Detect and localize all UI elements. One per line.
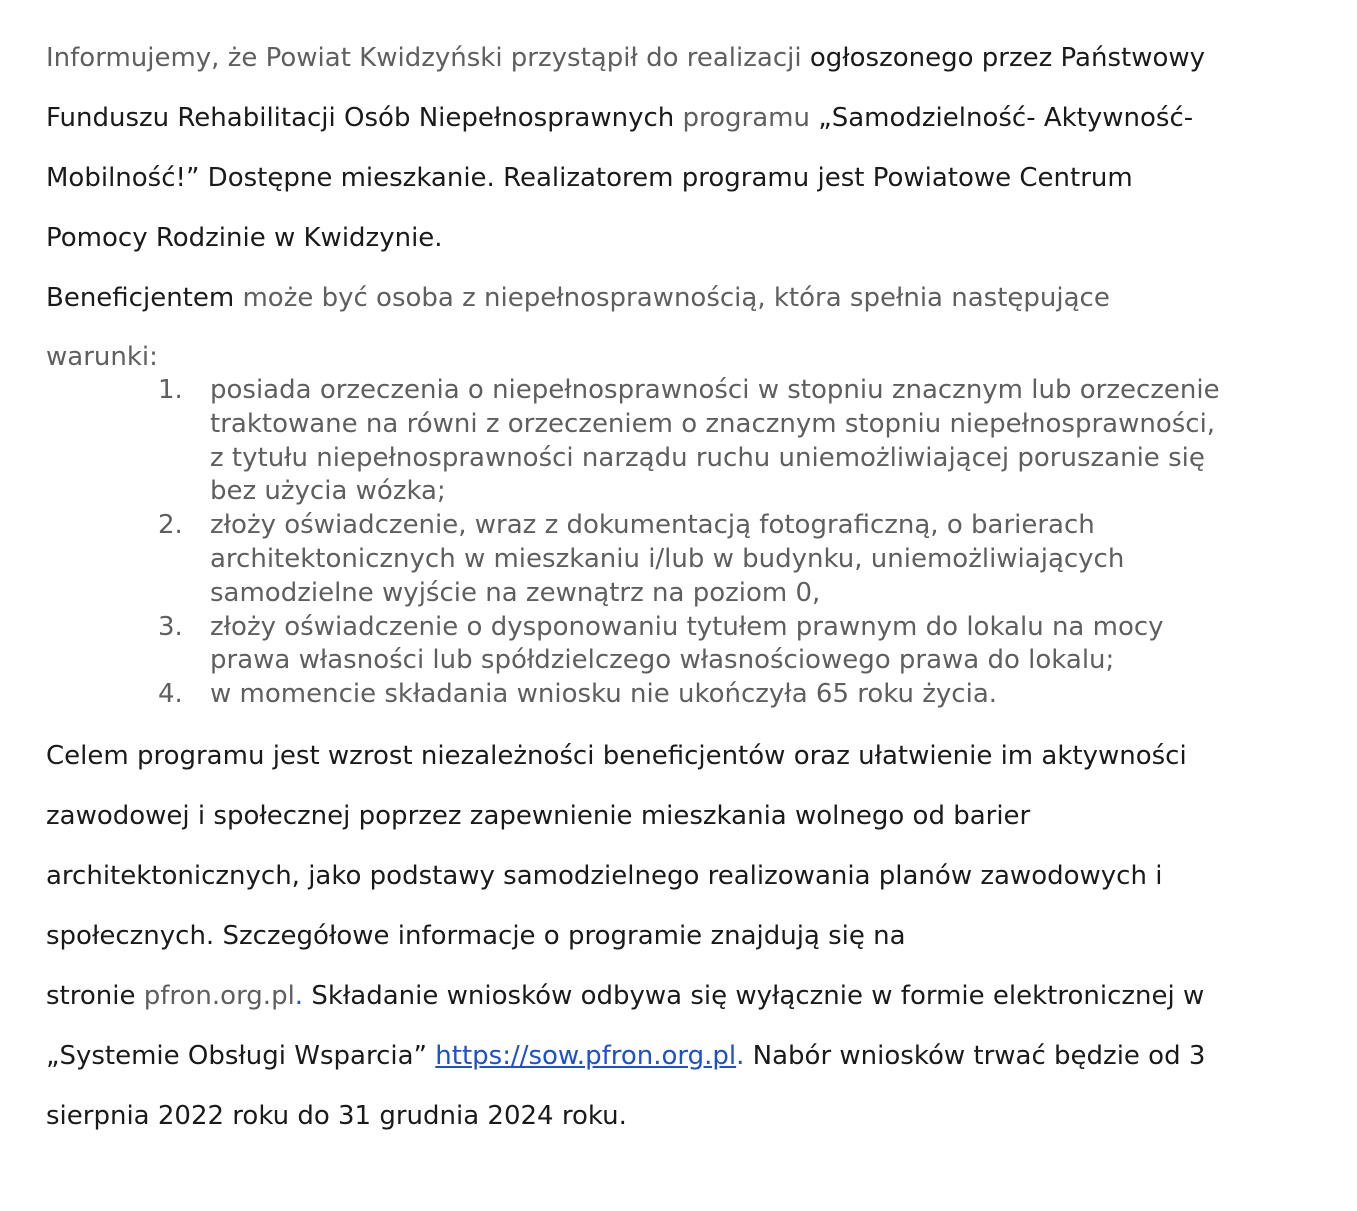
- intro-line-3: Mobilność!” Dostępne mieszkanie. Realizatorem programu jest Powiatowe Centrum: [46, 163, 1133, 193]
- list-number: 2.: [158, 510, 183, 541]
- sow-link[interactable]: https://sow.pfron.org.pl: [435, 1041, 737, 1071]
- punctuation: .: [294, 981, 304, 1011]
- list-item-line: samodzielne wyjście na zewnątrz na poziom 0,: [210, 577, 821, 608]
- goal-line-1: Celem programu jest wzrost niezależności beneficjentów oraz ułatwienie im aktywności: [46, 741, 1187, 771]
- list-number: 1.: [158, 375, 183, 405]
- beneficiary-line-2: warunki:: [46, 342, 158, 372]
- goal-line-7: sierpnia 2022 roku do 31 grudnia 2024 roku.: [46, 1101, 627, 1131]
- punctuation: .: [736, 1041, 745, 1071]
- goal-line-3: architektonicznych, jako podstawy samodzielnego realizowania planów zawodowych i: [46, 861, 1163, 891]
- list-item: [158, 678, 1298, 712]
- intro-text: Funduszu Rehabilitacji Osób Niepełnosprawnych: [46, 103, 683, 133]
- intro-line-2: [46, 102, 1193, 134]
- goal-line-6: [46, 1040, 1205, 1072]
- beneficiary-line-1: [46, 282, 1110, 314]
- goal-text: Nabór wniosków trwać będzie od 3: [744, 1041, 1206, 1071]
- list-item-line: posiada orzeczenia o niepełnosprawności w stopniu znacznym lub orzeczenie: [210, 375, 1220, 405]
- beneficiary-text: może być osoba z niepełnosprawnością, która spełnia następujące: [242, 283, 1110, 313]
- goal-text: „Systemie Obsługi Wsparcia”: [46, 1041, 436, 1071]
- list-item-line: prawa własności lub spółdzielczego własnościowego prawa do lokalu;: [210, 645, 1115, 676]
- goal-text: stronie: [46, 981, 144, 1011]
- intro-line-1: [46, 42, 1205, 74]
- list-item: [158, 509, 1298, 610]
- intro-text: ogłoszonego przez Państwowy: [809, 43, 1206, 73]
- goal-line-2: zawodowej i społecznej poprzez zapewnienie mieszkania wolnego od barier: [46, 801, 1031, 831]
- list-item-line: z tytułu niepełnosprawności narządu ruchu uniemożliwiającej poruszanie się: [210, 442, 1205, 473]
- intro-line-4: Pomocy Rodzinie w Kwidzynie.: [46, 223, 443, 253]
- conditions-list: [158, 374, 1298, 712]
- list-item-line: złoży oświadczenie o dysponowaniu tytułem prawnym do lokalu na mocy: [210, 611, 1164, 642]
- site-link[interactable]: pfron.org.pl: [143, 981, 295, 1011]
- beneficiary-label: Beneficjentem: [46, 283, 243, 313]
- program-name: „Samodzielność- Aktywność-: [818, 103, 1194, 133]
- list-item: [158, 611, 1298, 679]
- goal-text: Składanie wniosków odbywa się wyłącznie w formie elektronicznej w: [303, 981, 1205, 1011]
- intro-text: Informujemy, że Powiat Kwidzyński przystąpił do realizacji: [46, 43, 810, 73]
- goal-line-4: społecznych. Szczegółowe informacje o programie znajdują się na: [46, 921, 906, 951]
- list-item-line: w momencie składania wniosku nie ukończyła 65 roku życia.: [210, 679, 998, 710]
- list-item-line: traktowane na równi z orzeczeniem o znacznym stopniu niepełnosprawności,: [210, 408, 1216, 439]
- goal-line-5: [46, 980, 1204, 1012]
- intro-text: programu: [682, 103, 819, 133]
- list-item-line: architektonicznych w mieszkaniu i/lub w budynku, uniemożliwiających: [210, 543, 1125, 574]
- list-item-line: złoży oświadczenie, wraz z dokumentacją fotograficzną, o barierach: [210, 510, 1095, 541]
- list-number: 3.: [158, 611, 183, 642]
- list-item-line: bez użycia wózka;: [210, 476, 446, 507]
- list-number: 4.: [158, 679, 183, 710]
- list-item: [158, 374, 1298, 509]
